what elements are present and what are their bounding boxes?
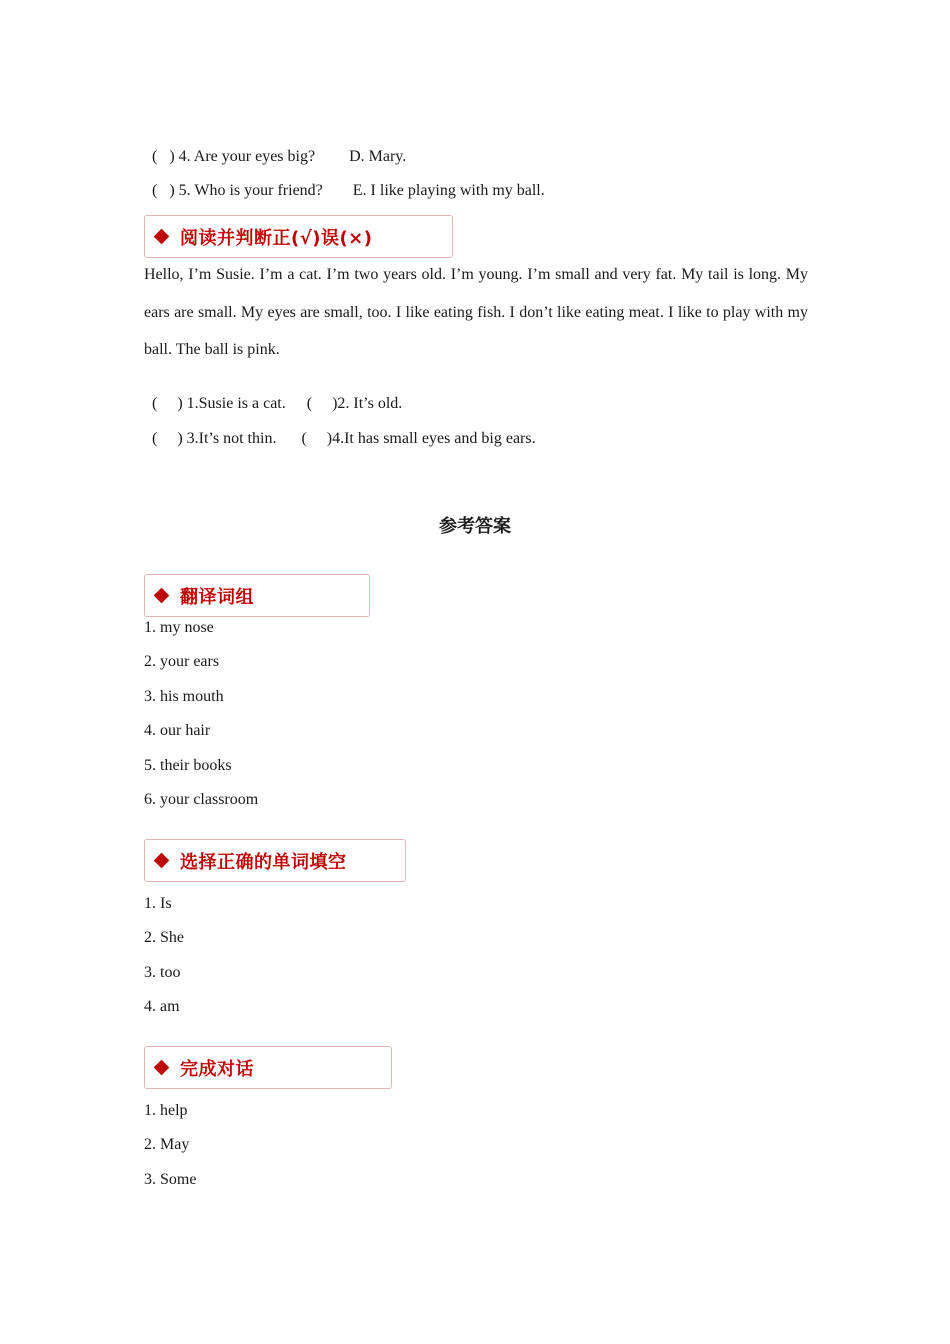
diamond-bullet-icon [154,1060,170,1076]
matching-question: ( ) 4. Are your eyes big? [152,148,316,165]
judge-question-row-1 [144,374,402,414]
diamond-bullet-icon [154,588,170,604]
section-header-translate [144,574,370,617]
matching-question: ( ) 5. Who is your friend? [152,182,323,199]
judge-question: ( ) 1.Susie is a cat. [152,395,286,412]
section-header-fill-in [144,839,406,882]
section-header-label: 阅读并判断正(√)误(×) [180,227,373,249]
answer-item: 4. am [144,998,180,1015]
judge-question: ( ) 3.It’s not thin. [152,430,277,447]
section-header-label: 翻译词组 [180,586,254,608]
answer-item: 6. your classroom [144,791,259,808]
section-header-label: 完成对话 [180,1058,254,1080]
answer-item: 1. help [144,1102,188,1119]
judge-question: ( )4.It has small eyes and big ears. [301,430,536,447]
section-header-dialogue [144,1046,392,1089]
reading-passage: Hello, I’m Susie. I’m a cat. I’m two years old. I’m young. I’m small and very fat. My tail is long. My ears are small. My eyes are small, too. I like eating fish. I don’t like eating meat. I like to play with my ball. The ball is pink. [144,266,808,358]
judge-question-row-2 [144,409,536,449]
answer-item: 3. Some [144,1171,197,1188]
section-header-reading [144,215,453,258]
answer-item: 1. my nose [144,619,214,636]
answer-item: 1. Is [144,895,172,912]
diamond-bullet-icon [154,853,170,869]
matching-answer: E. I like playing with my ball. [352,182,545,199]
judge-question: ( )2. It’s old. [306,395,403,412]
section-header-label: 选择正确的单词填空 [180,851,347,873]
answer-item: 2. She [144,929,184,946]
answer-item: 5. their books [144,757,232,774]
matching-item-5 [144,161,545,201]
answer-item: 3. too [144,964,181,981]
answer-item: 2. May [144,1136,190,1153]
answer-item: 3. his mouth [144,688,224,705]
diamond-bullet-icon [154,229,170,245]
answer-item: 2. your ears [144,653,220,670]
matching-answer: D. Mary. [349,148,407,165]
answer-key-title: 参考答案 [439,516,511,537]
answer-item: 4. our hair [144,722,211,739]
